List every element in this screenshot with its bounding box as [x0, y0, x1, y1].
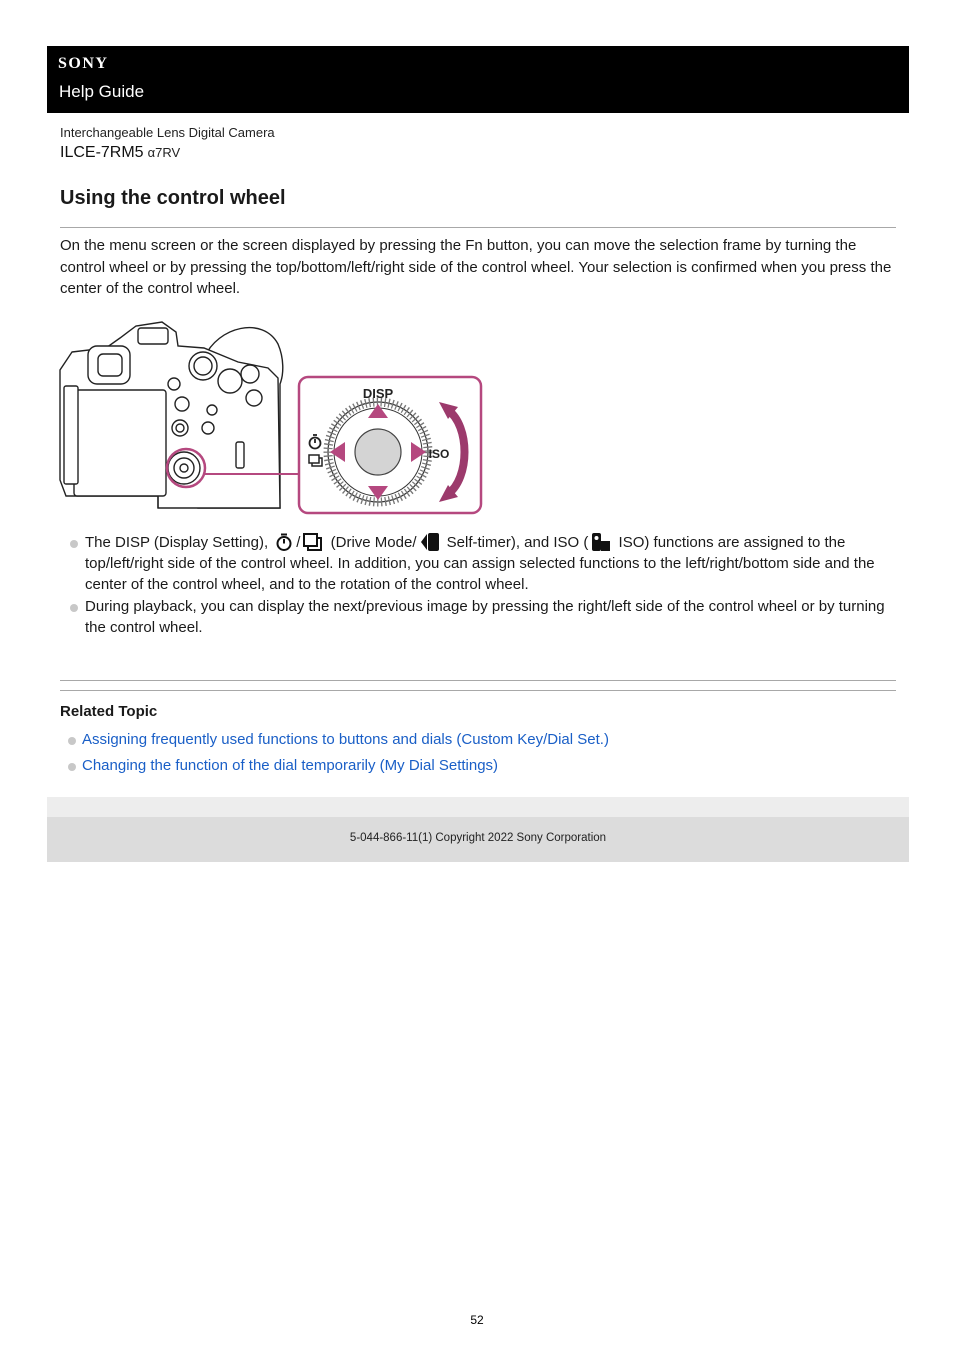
- note-item: The DISP (Display Setting), / (Drive Mode/ Self-timer), and ISO ( ISO) functions are assigned to the top/left/right side of the control wheel. In addition, you can assign selected functions to the left/right/bottom side and the center of the control wheel, and to the rotation of the control wheel.: [68, 532, 898, 596]
- control-wheel-illustration: [58, 318, 488, 518]
- link-custom-key-dial-set[interactable]: Assigning frequently used functions to buttons and dials (Custom Key/Dial Set.): [82, 731, 609, 748]
- related-link-item: [66, 755, 609, 781]
- related-divider-bottom: [60, 690, 896, 691]
- wheel-left-icon: [419, 532, 441, 552]
- link-my-dial-settings[interactable]: Changing the function of the dial temporarily (My Dial Settings): [82, 757, 499, 774]
- help-guide-label: Help Guide: [59, 82, 145, 101]
- product-model: [60, 144, 180, 162]
- copyright-footer: 5-044-866-11(1) Copyright 2022 Sony Corporation: [47, 817, 909, 862]
- center-button: [355, 429, 401, 475]
- self-timer-icon: [274, 532, 294, 552]
- intro-paragraph: On the menu screen or the screen displayed by pressing the Fn button, you can move the selection frame by turning the control wheel or by pressing the top/bottom/left/right side of the control wheel. Your selection is confirmed when you press the center of the control wheel.: [60, 237, 892, 297]
- iso-label: ISO: [428, 447, 450, 461]
- page-header: [47, 46, 909, 113]
- page-title: Using the control wheel: [60, 187, 286, 209]
- drive-mode-icon: [302, 532, 324, 552]
- model-alpha-name: α7RV: [147, 145, 181, 160]
- disp-label: DISP: [362, 386, 394, 401]
- wheel-right-icon: [590, 532, 612, 552]
- title-divider: [60, 227, 896, 228]
- product-type: Interchangeable Lens Digital Camera: [60, 125, 275, 140]
- related-topic-heading: Related Topic: [60, 703, 158, 720]
- related-divider-top: [60, 680, 896, 681]
- zoom-panel: [299, 377, 481, 513]
- model-number: ILCE-7RM5: [60, 144, 144, 161]
- sony-logo: SONY: [58, 55, 109, 72]
- footer-band: [47, 797, 909, 817]
- notes-list: [68, 532, 898, 638]
- related-link-item: [66, 729, 609, 755]
- page-number: 52: [470, 1313, 484, 1327]
- related-links-list: [66, 729, 609, 781]
- note-item: During playback, you can display the next/previous image by pressing the right/left side of the control wheel or by turning the control wheel.: [68, 596, 898, 638]
